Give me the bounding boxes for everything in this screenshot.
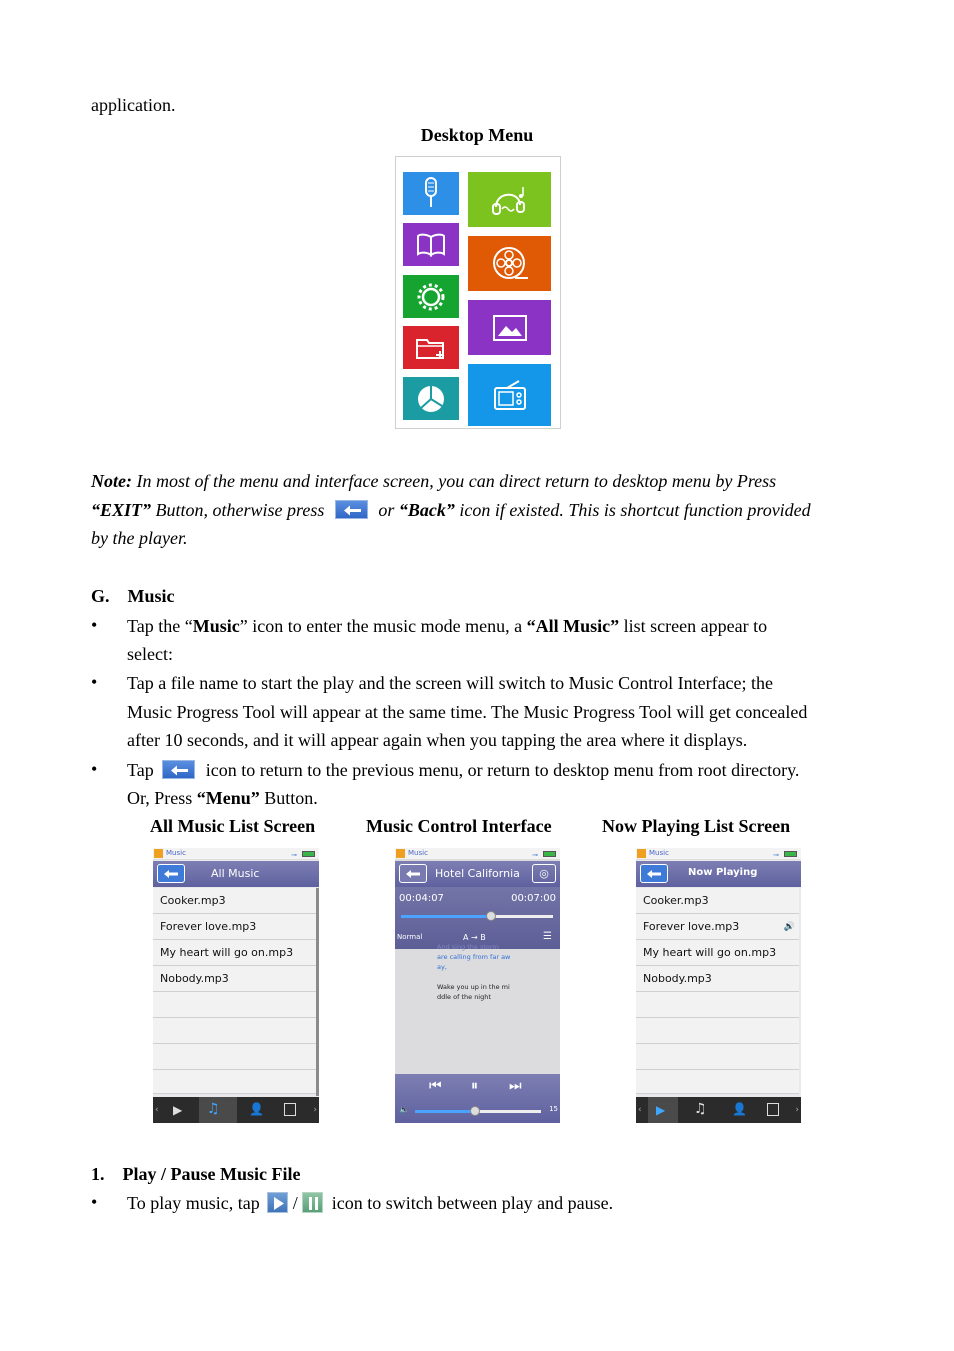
bullet-3-marker: •	[91, 759, 98, 779]
section-1-heading: 1. Play / Pause Music File	[91, 1164, 301, 1184]
battery-icon	[302, 851, 315, 857]
scrollbar[interactable]	[316, 888, 319, 1096]
gear-icon	[403, 275, 459, 318]
photo-icon	[468, 300, 551, 355]
status-bar: Music ⊸	[636, 848, 801, 860]
list-item[interactable]: Cooker.mp3	[636, 888, 799, 914]
bullet-1-marker: •	[91, 615, 98, 635]
usb-icon: ⊸	[532, 851, 538, 859]
ab-repeat[interactable]: A → B	[463, 933, 486, 942]
note-label: Note:	[91, 471, 132, 491]
volume-level: 15	[549, 1105, 558, 1113]
bullet-2-line-1: Tap a file name to start the play and the screen will switch to Music Control Interface; the	[127, 673, 774, 693]
radio-icon	[468, 364, 551, 426]
empty-row	[636, 992, 799, 1018]
tab-bar	[636, 1097, 801, 1123]
speaker-icon: 🔊	[783, 922, 795, 932]
empty-row	[153, 1018, 316, 1044]
caption-music-control: Music Control Interface	[366, 816, 552, 836]
battery-icon	[784, 851, 797, 857]
note-line-2: “EXIT” Button, otherwise press or “Back” icon if existed. This is shortcut function provided	[91, 500, 811, 520]
usb-icon: ⊸	[773, 851, 779, 859]
now-playing-screen	[636, 848, 801, 1123]
play-icon	[267, 1192, 288, 1213]
list-item[interactable]: Forever love.mp3 🔊	[636, 914, 799, 940]
screen-title: All Music	[211, 867, 260, 880]
desktop-menu-image	[395, 156, 561, 429]
progress-knob[interactable]	[486, 911, 496, 921]
empty-row	[636, 1018, 799, 1044]
chevron-right-icon[interactable]: ›	[795, 1105, 799, 1115]
title-bar	[395, 861, 560, 887]
next-icon[interactable]: ⏭	[509, 1078, 522, 1094]
elapsed-time: 00:04:07	[399, 893, 444, 904]
list-item[interactable]: My heart will go on.mp3	[153, 940, 316, 966]
play-mode[interactable]: Normal	[397, 933, 423, 941]
list-item[interactable]: My heart will go on.mp3	[636, 940, 799, 966]
list-item[interactable]: Forever love.mp3	[153, 914, 316, 940]
list-item[interactable]: Nobody.mp3	[153, 966, 316, 992]
back-button[interactable]	[399, 864, 427, 883]
book-icon	[403, 223, 459, 266]
desktop-menu-caption: Desktop Menu	[420, 125, 534, 145]
bullet-1-line-2: select:	[127, 644, 173, 664]
tab-bar	[153, 1097, 319, 1123]
title-bar	[153, 861, 319, 887]
back-button[interactable]	[157, 864, 185, 883]
bullet-2-line-2: Music Progress Tool will appear at the same time. The Music Progress Tool will get concealed	[127, 702, 808, 722]
progress-panel	[395, 887, 560, 949]
battery-icon	[543, 851, 556, 857]
empty-row	[153, 1044, 316, 1070]
bullet-4-marker: •	[91, 1192, 98, 1212]
empty-row	[153, 992, 316, 1018]
status-bar: Music ⊸	[395, 848, 560, 860]
empty-row	[636, 1044, 799, 1070]
volume-fill	[415, 1110, 475, 1113]
list-item[interactable]: Nobody.mp3	[636, 966, 799, 992]
note-line-3: by the player.	[91, 528, 188, 548]
volume-track[interactable]	[415, 1110, 541, 1113]
transport-panel	[395, 1074, 560, 1123]
note-line-1: Note: In most of the menu and interface screen, you can direct return to desktop menu by Press	[91, 471, 777, 491]
chevron-left-icon[interactable]: ‹	[155, 1105, 159, 1115]
bullet-3-line-2: Or, Press “Menu” Button.	[127, 788, 318, 808]
bullet-3-line-1: Tap icon to return to the previous menu, or return to desktop menu from root directory.	[127, 760, 800, 780]
microphone-icon	[403, 172, 459, 215]
play-tab-icon: ▶	[656, 1103, 666, 1117]
caption-all-music: All Music List Screen	[150, 816, 316, 836]
bullet-2-marker: •	[91, 672, 98, 692]
music-note-icon: ♫	[207, 1101, 220, 1117]
all-music-screen	[153, 848, 319, 1123]
usb-icon: ⊸	[291, 851, 297, 859]
bullet-2-line-3: after 10 seconds, and it will appear again when you tapping the area where it displays.	[127, 730, 748, 750]
music-note-icon[interactable]: ♫	[694, 1101, 707, 1117]
back-arrow-icon	[335, 500, 368, 519]
volume-knob[interactable]	[470, 1106, 480, 1116]
music-app-icon	[396, 849, 405, 858]
volume-icon: 🔈	[399, 1105, 409, 1114]
screen-title: Now Playing	[688, 867, 758, 878]
lyrics: And sing the storm are calling from far aw ay, Wake you up in the mi ddle of the night	[437, 943, 511, 1001]
album-icon[interactable]	[284, 1103, 296, 1116]
progress-track[interactable]	[401, 915, 553, 918]
back-arrow-icon	[162, 760, 195, 779]
folder-add-icon	[403, 326, 459, 369]
song-title: Hotel California	[435, 867, 520, 880]
music-app-icon	[154, 849, 163, 858]
empty-row	[636, 1070, 799, 1094]
chevron-right-icon[interactable]: ›	[313, 1105, 317, 1115]
section-g-heading: G. Music	[91, 586, 175, 606]
music-app-icon	[637, 849, 646, 858]
empty-row	[153, 1070, 316, 1094]
caption-now-playing: Now Playing List Screen	[602, 816, 791, 836]
back-arrow-icon	[646, 869, 662, 879]
bullet-1-line-1: Tap the “Music” icon to enter the music mode menu, a “All Music” list screen appear to	[127, 616, 768, 636]
intro-tail: application.	[91, 95, 176, 115]
headphones-icon	[468, 172, 551, 227]
back-arrow-icon	[163, 869, 179, 879]
back-arrow-icon	[405, 869, 421, 879]
artist-icon[interactable]: 👤	[732, 1102, 747, 1116]
back-button[interactable]	[640, 864, 668, 883]
music-control-screen	[395, 848, 560, 1123]
video-reel-icon	[468, 236, 551, 291]
total-time: 00:07:00	[511, 893, 556, 904]
settings-button[interactable]: ◎	[532, 864, 556, 883]
album-icon[interactable]	[767, 1103, 779, 1116]
play-pause-line: To play music, tap / icon to switch between play and pause.	[127, 1193, 614, 1213]
previous-icon[interactable]: ⏮	[429, 1078, 442, 1094]
status-bar: Music ⊸	[153, 848, 319, 860]
play-tab-icon[interactable]: ▶	[173, 1103, 183, 1117]
playlist-icon[interactable]: ☰	[543, 931, 552, 942]
list-item[interactable]: Cooker.mp3	[153, 888, 316, 914]
pie-chart-icon	[403, 377, 459, 420]
chevron-left-icon[interactable]: ‹	[638, 1105, 642, 1115]
title-bar	[636, 861, 801, 887]
progress-fill	[401, 915, 491, 918]
pause-icon	[302, 1192, 323, 1213]
pause-icon[interactable]: ⏸	[471, 1078, 478, 1094]
artist-icon[interactable]: 👤	[249, 1102, 264, 1116]
